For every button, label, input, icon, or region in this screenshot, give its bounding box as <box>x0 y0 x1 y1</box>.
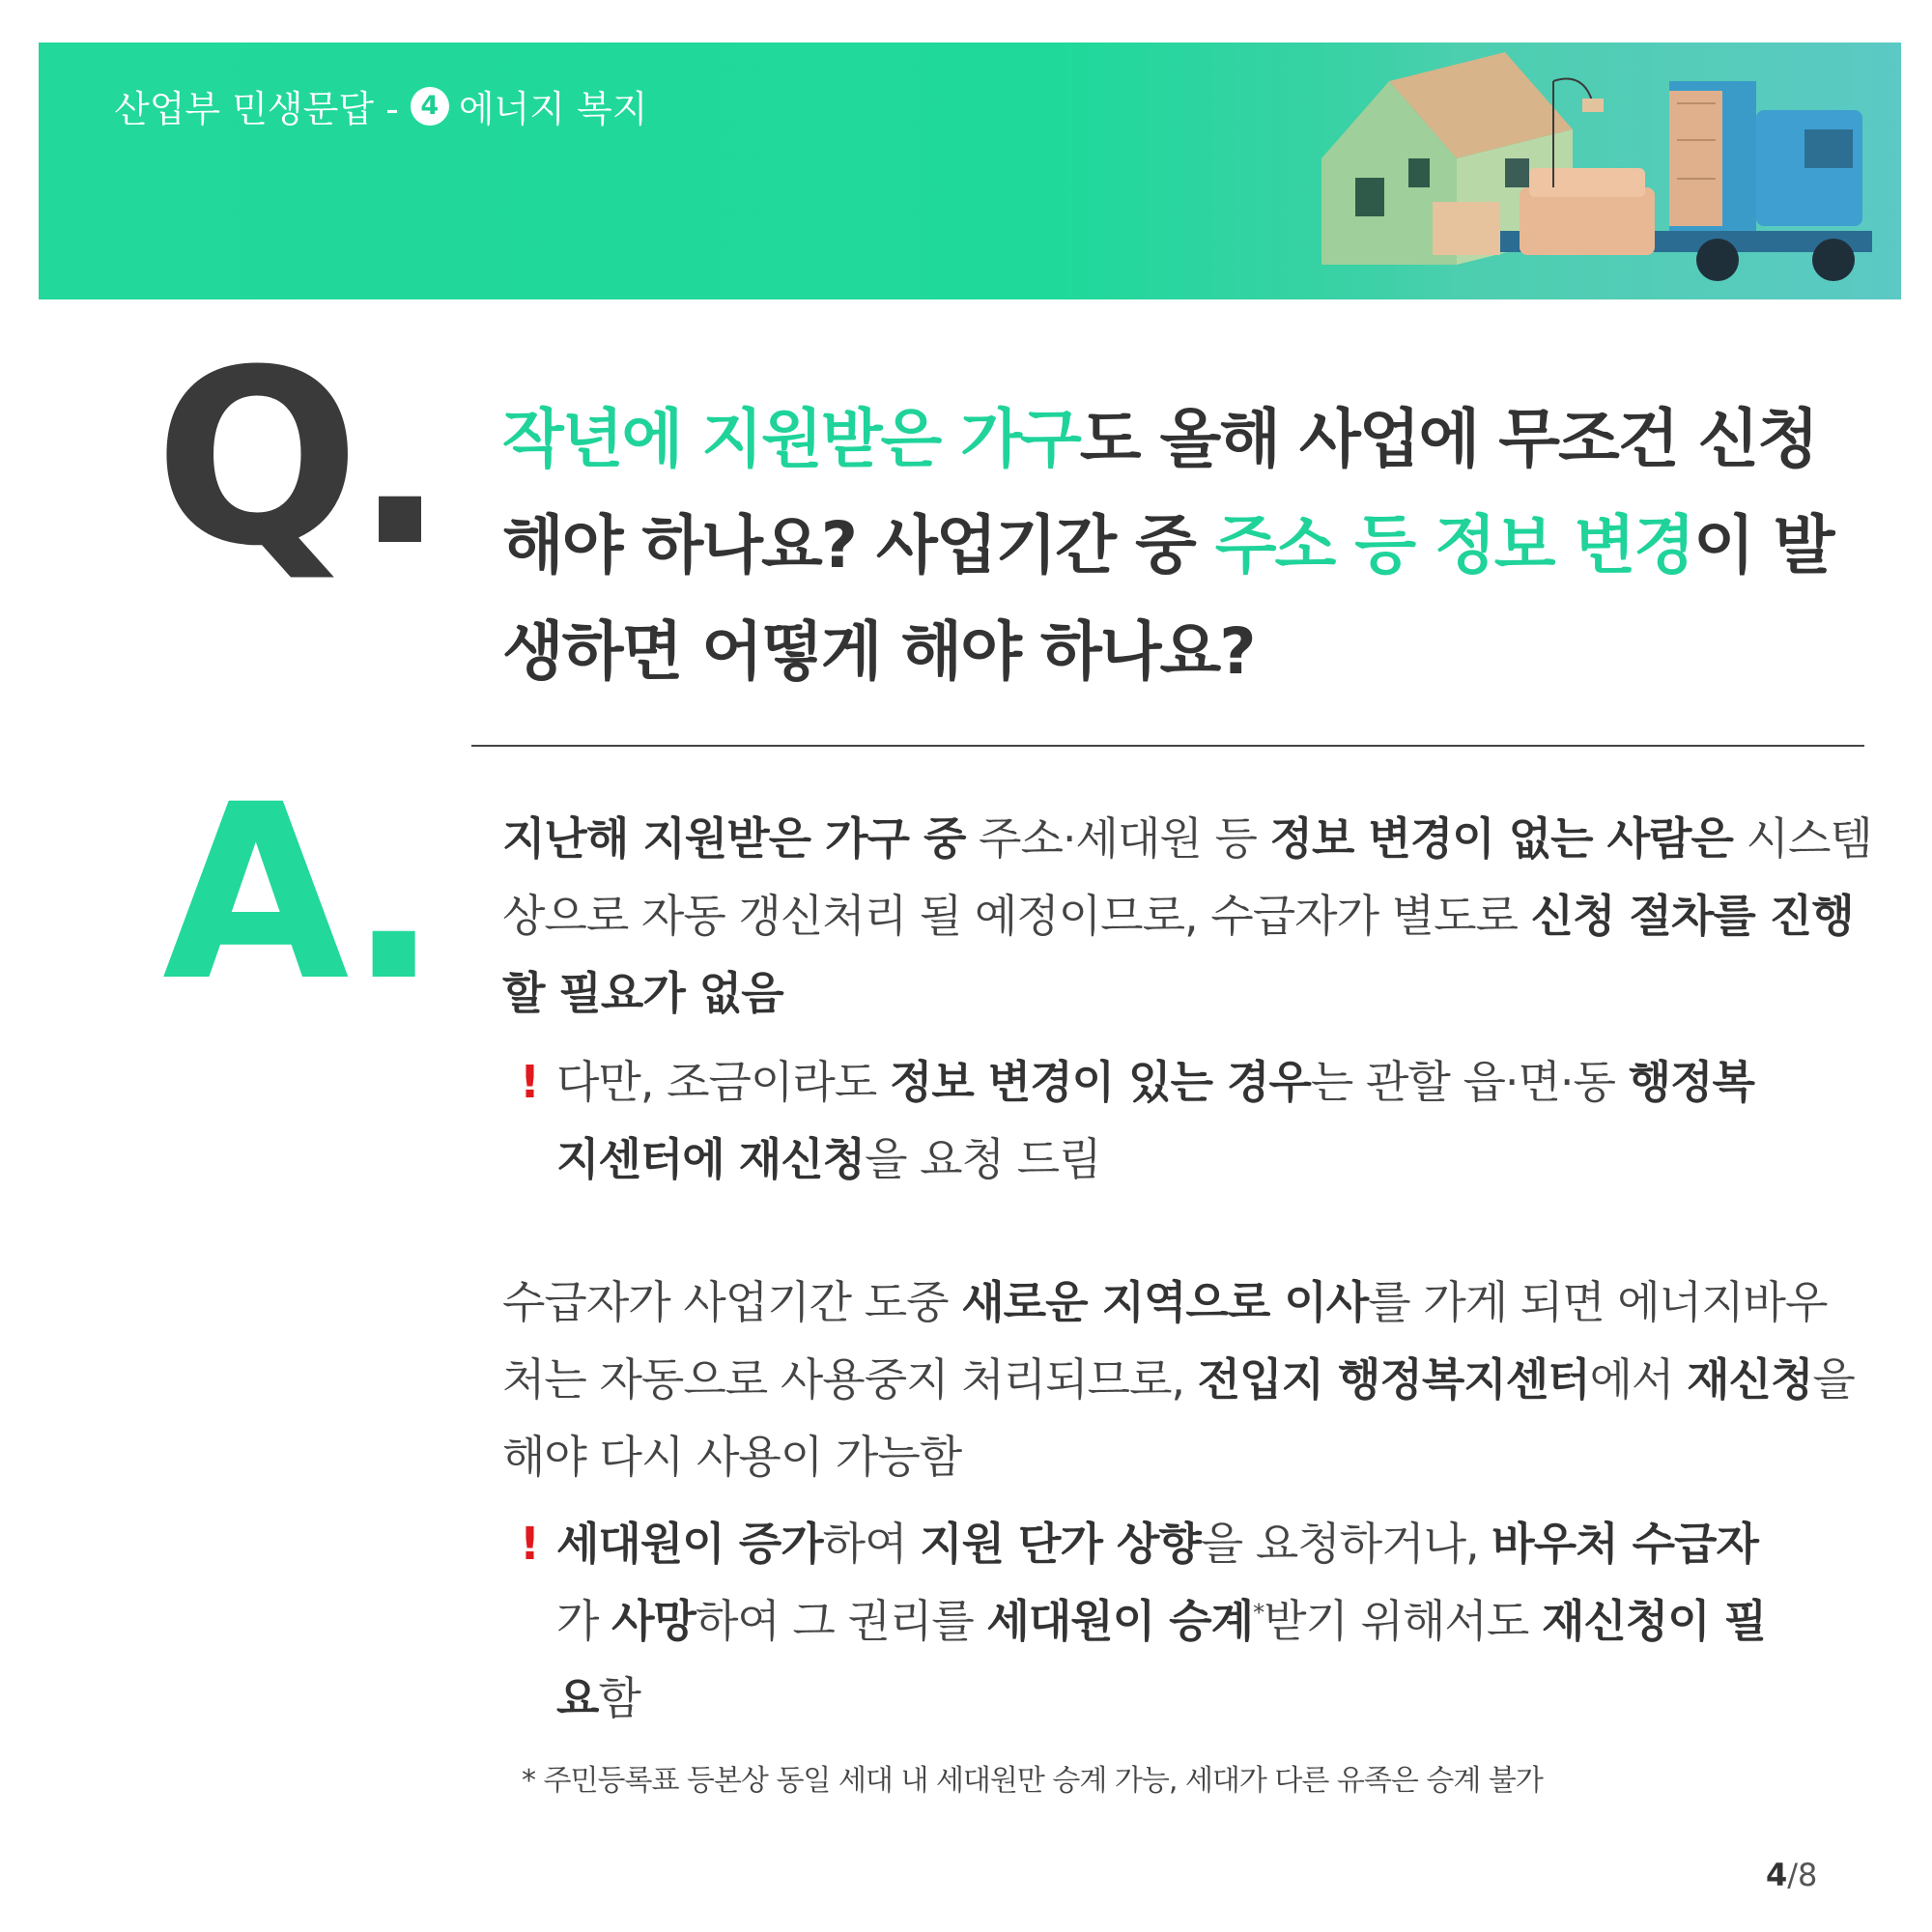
banner-number-badge: 4 <box>411 87 449 126</box>
text-segment: 주소·세대원 등 <box>965 812 1270 865</box>
text-segment: 는 관할 읍·면·동 <box>1310 1056 1629 1108</box>
text-segment: 정보 변경이 없는 사람은 <box>1269 812 1733 865</box>
page-total: 8 <box>1798 1857 1818 1893</box>
text-segment: 사망 <box>611 1595 696 1647</box>
text-segment: 이 발생하면 어떻게 해야 하나요? <box>502 508 1833 689</box>
banner-title-prefix: 산업부 민생문답 - <box>114 88 399 130</box>
question-text <box>502 386 1874 705</box>
text-segment: 받기 위해서도 <box>1264 1595 1542 1647</box>
text-segment: 다만, 조금이라도 <box>556 1056 890 1108</box>
text-segment: 재신청 <box>1687 1353 1813 1406</box>
question-mark-label: Q. <box>155 318 440 599</box>
text-segment: 가 <box>556 1595 612 1647</box>
exclamation-icon: ! <box>520 1518 539 1570</box>
text-segment: 를 가게 되면 에너지바우처는 자동으로 사용중지 처리되므로, <box>502 1276 1828 1406</box>
text-segment: 세대원이 증가 <box>556 1518 823 1570</box>
footnote: * 주민등록표 등본상 동일 세대 내 세대원만 승계 가능, 세대가 다른 유족은 승계 불가 <box>522 1764 1543 1798</box>
page-current: 4 <box>1766 1857 1788 1893</box>
page-indicator <box>1766 1857 1817 1893</box>
text-segment: 수급자가 사업기간 도중 <box>502 1276 962 1328</box>
answer-paragraph-1 <box>502 800 1874 1032</box>
text-segment: 함 <box>598 1672 640 1724</box>
banner-title <box>114 79 647 132</box>
exclamation-icon: ! <box>520 1056 539 1108</box>
text-segment: 지난해 지원받은 가구 중 <box>502 812 966 865</box>
text-segment: 하여 그 권리를 <box>695 1595 987 1647</box>
text-segment: 시스템상으로 자동 갱신처리 될 예정이므로, 수급자가 별도로 <box>502 812 1872 942</box>
banner-title-suffix: 에너지 복지 <box>458 88 648 130</box>
text-segment: 전입지 행정복지센터 <box>1197 1353 1590 1406</box>
text-segment: 을 요청 드림 <box>865 1133 1101 1185</box>
divider <box>471 745 1864 747</box>
text-segment: 새로운 지역으로 이사 <box>961 1276 1369 1328</box>
answer-paragraph-2 <box>502 1264 1855 1495</box>
text-segment: 지원 단가 상향 <box>920 1518 1201 1570</box>
page-separator: / <box>1787 1857 1799 1893</box>
answer-note-1-text <box>522 1043 1777 1198</box>
text-segment: 작년에 지원받은 가구 <box>502 402 1080 476</box>
answer-note-1 <box>522 1043 1777 1198</box>
text-segment: 하여 <box>822 1518 921 1570</box>
text-segment: 신청 절차를 진행할 필요가 없음 <box>502 890 1854 1019</box>
text-segment: 도 올해 사업에 무조건 신청해야 하나요? 사업기간 중 <box>502 402 1817 582</box>
text-segment: 재신청이 필요 <box>556 1595 1767 1724</box>
text-segment: 행정복지센터에 재신청 <box>556 1056 1754 1185</box>
text-segment: 을 해야 다시 사용이 가능함 <box>502 1353 1855 1483</box>
text-segment: * <box>1253 1599 1264 1627</box>
text-segment: 정보 변경이 있는 경우 <box>889 1056 1311 1108</box>
header-banner <box>39 43 1901 299</box>
text-segment: 주소 등 정보 변경 <box>1214 508 1693 582</box>
house-and-truck-illustration <box>1264 43 1901 299</box>
answer-mark-label: A. <box>162 753 435 1034</box>
text-segment: 바우처 수급자 <box>1492 1518 1758 1570</box>
text-segment: 에서 <box>1589 1353 1688 1406</box>
answer-note-2-text <box>522 1505 1797 1737</box>
text-segment: 을 요청하거나, <box>1200 1518 1492 1570</box>
text-segment: 세대원이 승계 <box>986 1595 1254 1647</box>
answer-note-2 <box>522 1505 1797 1737</box>
